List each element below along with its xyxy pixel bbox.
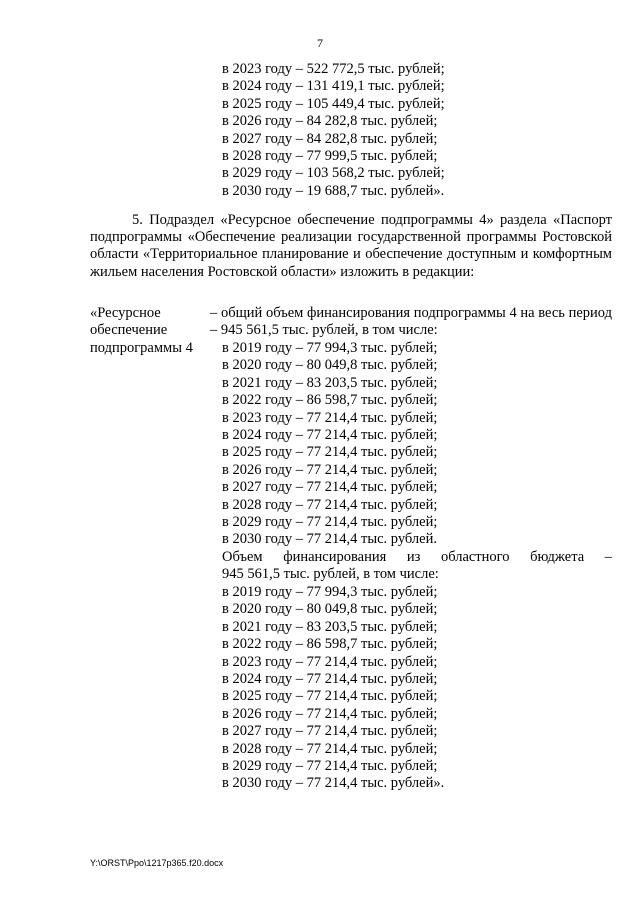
regional-intro-line	[222, 549, 612, 566]
list-item: в 2019 году – 77 994,3 тыс. рублей;	[222, 584, 438, 600]
list-item: в 2021 году – 83 203,5 тыс. рублей;	[222, 374, 438, 391]
amendment-paragraph	[90, 212, 612, 281]
list-item: в 2025 году – 77 214,4 тыс. рублей;	[222, 444, 438, 461]
list-item: в 2030 году – 19 688,7 тыс. рублей».	[222, 182, 445, 199]
funding-list-regional	[222, 584, 612, 793]
funding-list-top	[222, 61, 612, 200]
list-item: в 2028 году – 77 214,4 тыс. рублей;	[222, 496, 438, 513]
list-item: в 2027 году – 77 214,4 тыс. рублей;	[222, 479, 438, 496]
word: бюджета	[530, 549, 585, 565]
list-item: в 2030 году – 77 214,4 тыс. рублей.	[222, 531, 437, 548]
word: из	[406, 549, 421, 565]
list-item: в 2020 году – 80 049,8 тыс. рублей;	[222, 357, 438, 374]
file-path-footer: Y:\ORST\Ppo\1217p365.f20.docx	[90, 858, 224, 868]
list-item: в 2026 году – 77 214,4 тыс. рублей;	[222, 705, 438, 722]
list-item: в 2023 году – 77 214,4 тыс. рублей;	[222, 653, 438, 670]
label-line: «Ресурсное	[90, 305, 161, 321]
list-item: в 2024 году – 77 214,4 тыс. рублей;	[222, 427, 438, 444]
list-item: в 2025 году – 77 214,4 тыс. рублей;	[222, 688, 438, 705]
regional-intro	[222, 549, 612, 584]
page-number: 7	[317, 36, 323, 50]
list-item: в 2029 году – 103 568,2 тыс. рублей;	[222, 165, 445, 182]
list-item: в 2029 году – 77 214,4 тыс. рублей;	[222, 758, 438, 775]
word: областного	[440, 549, 510, 565]
list-item: в 2024 году – 77 214,4 тыс. рублей;	[222, 671, 438, 688]
list-item: в 2023 году – 522 772,5 тыс. рублей;	[222, 61, 445, 77]
list-item: в 2025 году – 105 449,4 тыс. рублей;	[222, 95, 445, 112]
regional-intro-line: 945 561,5 тыс. рублей, в том числе:	[222, 566, 439, 583]
total-intro: – общий объем финансирования подпрограммы 4 на весь период – 945 561,5 тыс. рублей, в том числе:	[210, 305, 612, 339]
paragraph-text: 5. Подраздел «Ресурсное обеспечение подпрограммы 4» раздела «Паспорт подпрограммы «Обеспечение реализации государственной программы Ростовской области «Территориальное планирование и обеспечение доступным и комфортным жильем населения Ростовской области» изложить в редакции:	[90, 212, 612, 280]
label-line: подпрограммы 4	[90, 339, 193, 356]
list-item: в 2024 году – 131 419,1 тыс. рублей;	[222, 78, 445, 95]
list-item: в 2027 году – 77 214,4 тыс. рублей;	[222, 723, 438, 740]
section-label	[90, 305, 210, 357]
list-item: в 2029 году – 77 214,4 тыс. рублей;	[222, 514, 438, 531]
list-item: в 2023 году – 77 214,4 тыс. рублей;	[222, 409, 438, 426]
funding-list-total	[222, 340, 612, 549]
list-item: в 2028 году – 77 214,4 тыс. рублей;	[222, 740, 438, 757]
list-item: в 2021 году – 83 203,5 тыс. рублей;	[222, 618, 438, 635]
list-item: в 2030 году – 77 214,4 тыс. рублей».	[222, 775, 445, 792]
word: –	[604, 549, 612, 565]
list-item: в 2019 году – 77 994,3 тыс. рублей;	[222, 340, 438, 356]
list-item: в 2022 году – 86 598,7 тыс. рублей;	[222, 636, 438, 653]
list-item: в 2026 году – 77 214,4 тыс. рублей;	[222, 461, 438, 478]
label-line: обеспечение	[90, 322, 168, 339]
list-item: в 2028 году – 77 999,5 тыс. рублей;	[222, 148, 438, 165]
word: Объем	[222, 549, 263, 565]
list-item: в 2022 году – 86 598,7 тыс. рублей;	[222, 392, 438, 409]
list-item: в 2027 году – 84 282,8 тыс. рублей;	[222, 130, 438, 147]
word: финансирования	[283, 549, 387, 565]
list-item: в 2026 году – 84 282,8 тыс. рублей;	[222, 113, 438, 130]
list-item: в 2020 году – 80 049,8 тыс. рублей;	[222, 601, 438, 618]
